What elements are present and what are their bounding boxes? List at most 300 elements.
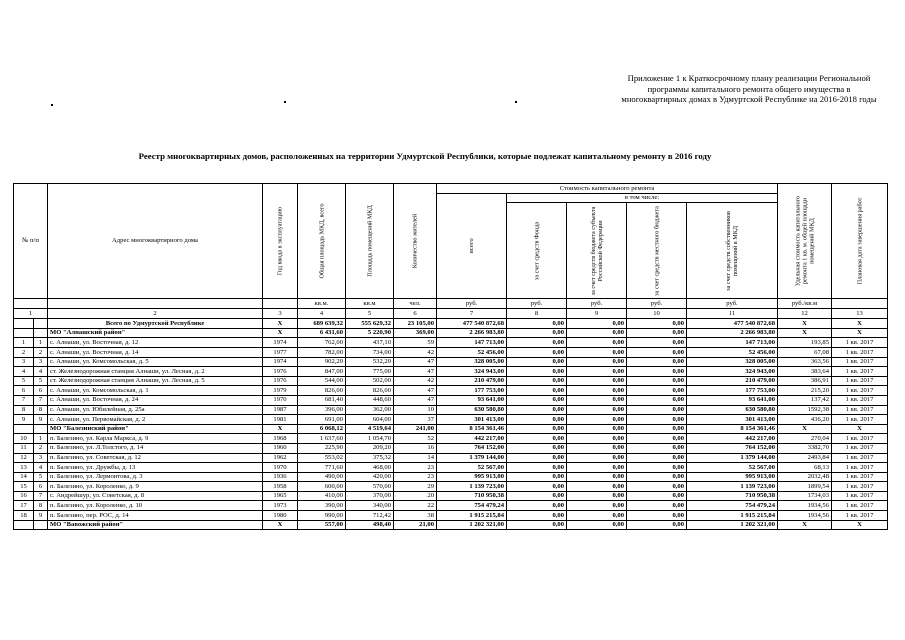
owners-cell: 147 713,00 <box>687 338 778 348</box>
total-area-cell: 826,00 <box>298 386 346 396</box>
row-number: 13 <box>14 463 34 473</box>
fund-cell: 0,00 <box>507 463 567 473</box>
row-subnumber: 4 <box>34 367 48 377</box>
owners-cell: 328 005,00 <box>687 357 778 367</box>
unit-cost-cell: 193,85 <box>778 338 832 348</box>
residents-cell: 20 <box>394 491 437 501</box>
local-cell: 0,00 <box>627 491 687 501</box>
row-number: 2 <box>14 347 34 357</box>
table-row <box>14 511 888 521</box>
document-title: Реестр многоквартирных домов, расположенных на территории Удмуртской Республики, которые подлежат капитальному ремонту в 2016 году <box>138 151 712 161</box>
local-cell: 0,00 <box>627 386 687 396</box>
federal-cell: 0,00 <box>567 520 627 530</box>
federal-cell: 0,00 <box>567 367 627 377</box>
row-subnumber-empty <box>34 520 48 530</box>
row-subnumber-empty <box>34 424 48 434</box>
residents-cell: 23 <box>394 463 437 473</box>
unit-owners: руб. <box>687 299 778 309</box>
year-cell: 1974 <box>263 357 298 367</box>
year-cell: X <box>263 328 298 338</box>
header-owners-text: за счет средств собственников помещений в МКД <box>725 210 739 291</box>
row-subnumber-empty <box>34 328 48 338</box>
unit-unit-cost: руб./кв.м <box>778 299 832 309</box>
residents-cell: 47 <box>394 386 437 396</box>
local-cell: 0,00 <box>627 395 687 405</box>
premises-cell: 375,32 <box>346 453 394 463</box>
unit-cost-cell: 2032,48 <box>778 472 832 482</box>
total-cost-cell: 995 913,00 <box>437 472 507 482</box>
table-row <box>14 405 888 415</box>
header-date <box>832 184 888 299</box>
table-row <box>14 395 888 405</box>
residents-cell: 38 <box>394 511 437 521</box>
owners-cell: 764 152,00 <box>687 443 778 453</box>
local-cell: 0,00 <box>627 472 687 482</box>
fund-cell: 0,00 <box>507 328 567 338</box>
unit-cost-cell: 1934,56 <box>778 511 832 521</box>
row-subnumber: 5 <box>34 472 48 482</box>
units-empty <box>48 299 263 309</box>
table-row <box>14 376 888 386</box>
total-area-cell: 6 431,60 <box>298 328 346 338</box>
table-row <box>14 443 888 453</box>
address-cell: МО "Балезинский район" <box>48 424 263 434</box>
federal-cell: 0,00 <box>567 501 627 511</box>
unit-cost-cell: 2493,84 <box>778 453 832 463</box>
address-cell: Всего по Удмуртской Республике <box>48 319 263 329</box>
colnum: 9 <box>567 309 627 319</box>
year-cell: 1979 <box>263 386 298 396</box>
residents-cell: 37 <box>394 415 437 425</box>
year-cell: 1965 <box>263 491 298 501</box>
total-cost-cell: 1 202 321,00 <box>437 520 507 530</box>
header-total-area-text: Общая площадь МКД, всего <box>318 203 325 279</box>
federal-cell: 0,00 <box>567 453 627 463</box>
fund-cell: 0,00 <box>507 415 567 425</box>
row-number: 6 <box>14 386 34 396</box>
total-area-cell: 771,60 <box>298 463 346 473</box>
fund-cell: 0,00 <box>507 405 567 415</box>
row-subnumber: 2 <box>34 443 48 453</box>
residents-cell: 21,00 <box>394 520 437 530</box>
premises-cell: 209,20 <box>346 443 394 453</box>
header-total-text: всего <box>467 238 475 254</box>
unit-cost-cell: 1934,56 <box>778 501 832 511</box>
date-cell: 1 кв. 2017 <box>832 386 888 396</box>
unit-cost-cell: 1592,38 <box>778 405 832 415</box>
header-residents-text: Количество жителей <box>411 213 419 269</box>
address-cell: с. Андрейшур, ул. Советская, д. 8 <box>48 491 263 501</box>
premises-cell: 712,42 <box>346 511 394 521</box>
total-cost-cell: 710 950,38 <box>437 491 507 501</box>
colnum: 11 <box>687 309 778 319</box>
address-cell: с. Алнаши, ул. Восточная, д. 12 <box>48 338 263 348</box>
row-number: 16 <box>14 491 34 501</box>
scan-dot <box>284 101 286 103</box>
federal-cell: 0,00 <box>567 357 627 367</box>
total-cost-cell: 177 753,00 <box>437 386 507 396</box>
row-subnumber: 5 <box>34 376 48 386</box>
date-cell: 1 кв. 2017 <box>832 472 888 482</box>
date-cell: 1 кв. 2017 <box>832 395 888 405</box>
unit-premises: кв.м <box>346 299 394 309</box>
owners-cell: 93 641,00 <box>687 395 778 405</box>
row-number: 4 <box>14 367 34 377</box>
table-row <box>14 453 888 463</box>
premises-cell: 340,00 <box>346 501 394 511</box>
date-cell: 1 кв. 2017 <box>832 491 888 501</box>
total-cost-cell: 2 266 983,80 <box>437 328 507 338</box>
row-number: 7 <box>14 395 34 405</box>
total-area-cell: 490,00 <box>298 472 346 482</box>
local-cell: 0,00 <box>627 376 687 386</box>
fund-cell: 0,00 <box>507 472 567 482</box>
federal-cell: 0,00 <box>567 424 627 434</box>
total-cost-cell: 324 943,00 <box>437 367 507 377</box>
row-subnumber: 7 <box>34 491 48 501</box>
owners-cell: 52 456,00 <box>687 347 778 357</box>
address-cell: п. Балезино, ул. Советская, д. 12 <box>48 453 263 463</box>
table-row <box>14 357 888 367</box>
row-number: 15 <box>14 482 34 492</box>
federal-cell: 0,00 <box>567 386 627 396</box>
owners-cell: 8 154 361,46 <box>687 424 778 434</box>
total-area-cell: 557,00 <box>298 520 346 530</box>
registry-table <box>13 183 888 530</box>
premises-cell: 1 054,70 <box>346 434 394 444</box>
local-cell: 0,00 <box>627 434 687 444</box>
colnum: 13 <box>832 309 888 319</box>
premises-cell: 532,20 <box>346 357 394 367</box>
owners-cell: 710 950,38 <box>687 491 778 501</box>
total-area-cell: 544,00 <box>298 376 346 386</box>
unit-cost-cell: X <box>778 328 832 338</box>
local-cell: 0,00 <box>627 347 687 357</box>
header-incl: в том числе: <box>507 193 778 203</box>
row-number: 3 <box>14 357 34 367</box>
date-cell: X <box>832 328 888 338</box>
local-cell: 0,00 <box>627 482 687 492</box>
row-number: 10 <box>14 434 34 444</box>
header-federal <box>567 203 627 299</box>
federal-cell: 0,00 <box>567 443 627 453</box>
total-area-cell: 6 068,12 <box>298 424 346 434</box>
colnum: 7 <box>437 309 507 319</box>
owners-cell: 210 479,00 <box>687 376 778 386</box>
unit-cost-cell: X <box>778 520 832 530</box>
row-subnumber: 1 <box>34 434 48 444</box>
units-empty <box>832 299 888 309</box>
year-cell: 1936 <box>263 472 298 482</box>
total-cost-cell: 442 217,00 <box>437 434 507 444</box>
fund-cell: 0,00 <box>507 520 567 530</box>
address-cell: МО "Вавожский район" <box>48 520 263 530</box>
fund-cell: 0,00 <box>507 491 567 501</box>
date-cell: X <box>832 520 888 530</box>
premises-cell: 734,00 <box>346 347 394 357</box>
local-cell: 0,00 <box>627 511 687 521</box>
year-cell: 1973 <box>263 501 298 511</box>
premises-cell: 448,60 <box>346 395 394 405</box>
year-cell: 1981 <box>263 415 298 425</box>
year-cell: X <box>263 424 298 434</box>
residents-cell: 14 <box>394 453 437 463</box>
total-cost-cell: 1 379 144,00 <box>437 453 507 463</box>
district-row <box>14 520 888 530</box>
row-subnumber-empty <box>34 319 48 329</box>
owners-cell: 1 379 144,00 <box>687 453 778 463</box>
units-empty <box>263 299 298 309</box>
local-cell: 0,00 <box>627 405 687 415</box>
row-subnumber: 6 <box>34 386 48 396</box>
date-cell: 1 кв. 2017 <box>832 443 888 453</box>
unit-cost-cell: X <box>778 319 832 329</box>
date-cell: 1 кв. 2017 <box>832 405 888 415</box>
date-cell: 1 кв. 2017 <box>832 482 888 492</box>
header-address: Адрес многоквартирного дома <box>48 184 263 299</box>
premises-cell: 437,10 <box>346 338 394 348</box>
header-num: № п/п <box>14 184 48 299</box>
local-cell: 0,00 <box>627 443 687 453</box>
total-cost-cell: 328 005,00 <box>437 357 507 367</box>
total-cost-cell: 210 479,00 <box>437 376 507 386</box>
fund-cell: 0,00 <box>507 482 567 492</box>
fund-cell: 0,00 <box>507 376 567 386</box>
total-area-cell: 847,00 <box>298 367 346 377</box>
fund-cell: 0,00 <box>507 443 567 453</box>
residents-cell: 369,00 <box>394 328 437 338</box>
fund-cell: 0,00 <box>507 338 567 348</box>
local-cell: 0,00 <box>627 453 687 463</box>
premises-cell: 604,00 <box>346 415 394 425</box>
fund-cell: 0,00 <box>507 395 567 405</box>
date-cell: 1 кв. 2017 <box>832 367 888 377</box>
total-area-cell: 762,00 <box>298 338 346 348</box>
header-cost-group: Стоимость капитального ремонта <box>437 184 778 194</box>
scan-dot <box>51 104 53 106</box>
total-cost-cell: 764 152,00 <box>437 443 507 453</box>
premises-cell: 498,40 <box>346 520 394 530</box>
federal-cell: 0,00 <box>567 463 627 473</box>
table-row <box>14 463 888 473</box>
row-subnumber: 9 <box>34 415 48 425</box>
owners-cell: 301 413,00 <box>687 415 778 425</box>
fund-cell: 0,00 <box>507 386 567 396</box>
header-row-1 <box>14 184 888 194</box>
owners-cell: 630 580,80 <box>687 405 778 415</box>
row-subnumber: 4 <box>34 463 48 473</box>
total-cost-cell: 1 139 723,00 <box>437 482 507 492</box>
row-subnumber: 9 <box>34 511 48 521</box>
table-row <box>14 338 888 348</box>
residents-cell: 42 <box>394 376 437 386</box>
federal-cell: 0,00 <box>567 347 627 357</box>
date-cell: 1 кв. 2017 <box>832 463 888 473</box>
unit-cost-cell: 1899,54 <box>778 482 832 492</box>
header-local <box>627 203 687 299</box>
fund-cell: 0,00 <box>507 367 567 377</box>
total-cost-cell: 477 540 872,68 <box>437 319 507 329</box>
total-area-cell: 396,00 <box>298 405 346 415</box>
fund-cell: 0,00 <box>507 357 567 367</box>
unit-cost-cell: X <box>778 424 832 434</box>
colnum: 4 <box>298 309 346 319</box>
unit-residents: чел. <box>394 299 437 309</box>
residents-cell: 29 <box>394 482 437 492</box>
federal-cell: 0,00 <box>567 405 627 415</box>
owners-cell: 754 479,24 <box>687 501 778 511</box>
unit-total: руб. <box>437 299 507 309</box>
residents-cell: 10 <box>394 405 437 415</box>
local-cell: 0,00 <box>627 357 687 367</box>
grand-total-row <box>14 319 888 329</box>
total-area-cell: 782,00 <box>298 347 346 357</box>
total-area-cell: 681,40 <box>298 395 346 405</box>
table-row <box>14 472 888 482</box>
district-row <box>14 328 888 338</box>
total-area-cell: 902,20 <box>298 357 346 367</box>
federal-cell: 0,00 <box>567 328 627 338</box>
unit-total-area: кв.м. <box>298 299 346 309</box>
year-cell: 1980 <box>263 511 298 521</box>
scan-dot <box>515 101 517 103</box>
fund-cell: 0,00 <box>507 501 567 511</box>
unit-cost-cell: 383,64 <box>778 367 832 377</box>
colnum: 10 <box>627 309 687 319</box>
local-cell: 0,00 <box>627 415 687 425</box>
local-cell: 0,00 <box>627 367 687 377</box>
date-cell: 1 кв. 2017 <box>832 501 888 511</box>
table-row <box>14 482 888 492</box>
unit-cost-cell: 67,08 <box>778 347 832 357</box>
address-cell: МО "Алнашский район" <box>48 328 263 338</box>
year-cell: 1976 <box>263 367 298 377</box>
local-cell: 0,00 <box>627 338 687 348</box>
premises-cell: 502,00 <box>346 376 394 386</box>
table-row <box>14 501 888 511</box>
colnum: 5 <box>346 309 394 319</box>
unit-local: руб. <box>627 299 687 309</box>
header-unit-cost <box>778 184 832 299</box>
row-subnumber: 3 <box>34 453 48 463</box>
year-cell: 1976 <box>263 376 298 386</box>
header-local-text: за счет средств местного бюджета <box>653 205 660 296</box>
header-total <box>437 193 507 299</box>
year-cell: 1968 <box>263 434 298 444</box>
total-area-cell: 390,00 <box>298 501 346 511</box>
header-year <box>263 184 298 299</box>
address-cell: с. Алнаши, ул. Восточная, д. 14 <box>48 347 263 357</box>
federal-cell: 0,00 <box>567 511 627 521</box>
appendix-note: Приложение 1 к Краткосрочному плану реализации Региональной программы капитального ремонта общего имущества в многоквартирных домах в Удмуртской Республике на 2016-2018 годы <box>621 73 877 105</box>
owners-cell: 995 913,00 <box>687 472 778 482</box>
residents-cell: 16 <box>394 443 437 453</box>
year-cell: 1977 <box>263 347 298 357</box>
total-cost-cell: 52 567,00 <box>437 463 507 473</box>
premises-cell: 555 629,32 <box>346 319 394 329</box>
total-cost-cell: 52 456,00 <box>437 347 507 357</box>
local-cell: 0,00 <box>627 424 687 434</box>
header-premises-area-text: Площадь помещений МКД <box>366 205 373 277</box>
local-cell: 0,00 <box>627 501 687 511</box>
federal-cell: 0,00 <box>567 482 627 492</box>
column-numbers-row <box>14 309 888 319</box>
row-number: 18 <box>14 511 34 521</box>
address-cell: п. Балезино, пер. РОС, д. 14 <box>48 511 263 521</box>
date-cell: 1 кв. 2017 <box>832 453 888 463</box>
address-cell: п. Балезино, ул. Короленко, д. 9 <box>48 482 263 492</box>
row-number: 5 <box>14 376 34 386</box>
colnum: 6 <box>394 309 437 319</box>
residents-cell: 241,00 <box>394 424 437 434</box>
owners-cell: 1 139 723,00 <box>687 482 778 492</box>
fund-cell: 0,00 <box>507 453 567 463</box>
total-cost-cell: 93 641,00 <box>437 395 507 405</box>
units-row <box>14 299 888 309</box>
premises-cell: 775,00 <box>346 367 394 377</box>
unit-cost-cell: 386,91 <box>778 376 832 386</box>
row-subnumber: 8 <box>34 405 48 415</box>
district-row <box>14 424 888 434</box>
unit-federal: руб. <box>567 299 627 309</box>
total-area-cell: 600,00 <box>298 482 346 492</box>
year-cell: 1987 <box>263 405 298 415</box>
total-cost-cell: 147 713,00 <box>437 338 507 348</box>
table-row <box>14 491 888 501</box>
row-subnumber: 3 <box>34 357 48 367</box>
total-area-cell: 225,90 <box>298 443 346 453</box>
total-cost-cell: 1 915 215,84 <box>437 511 507 521</box>
federal-cell: 0,00 <box>567 415 627 425</box>
address-cell: с. Алнаши, ул. Первомайская, д. 2 <box>48 415 263 425</box>
colnum: 12 <box>778 309 832 319</box>
header-year-text: Год ввода в эксплуатацию <box>276 206 284 276</box>
row-number-empty <box>14 520 34 530</box>
total-cost-cell: 301 413,00 <box>437 415 507 425</box>
premises-cell: 5 220,90 <box>346 328 394 338</box>
owners-cell: 1 915 215,84 <box>687 511 778 521</box>
local-cell: 0,00 <box>627 328 687 338</box>
owners-cell: 324 943,00 <box>687 367 778 377</box>
date-cell: 1 кв. 2017 <box>832 415 888 425</box>
units-empty <box>14 299 48 309</box>
address-cell: ст. Железнодорожная станция Алнаши, ул. Лесная, д. 2 <box>48 367 263 377</box>
row-number: 11 <box>14 443 34 453</box>
table-row <box>14 386 888 396</box>
residents-cell: 47 <box>394 357 437 367</box>
row-subnumber: 7 <box>34 395 48 405</box>
row-number: 1 <box>14 338 34 348</box>
unit-cost-cell: 363,56 <box>778 357 832 367</box>
premises-cell: 826,00 <box>346 386 394 396</box>
residents-cell: 52 <box>394 434 437 444</box>
row-subnumber: 2 <box>34 347 48 357</box>
residents-cell: 47 <box>394 367 437 377</box>
local-cell: 0,00 <box>627 319 687 329</box>
header-total-area <box>298 184 346 299</box>
row-number: 12 <box>14 453 34 463</box>
table-row <box>14 347 888 357</box>
row-number: 9 <box>14 415 34 425</box>
address-cell: п. Балезино, ул. Короленко, д. 10 <box>48 501 263 511</box>
row-number: 8 <box>14 405 34 415</box>
row-number-empty <box>14 328 34 338</box>
header-fund <box>507 203 567 299</box>
total-area-cell: 691,00 <box>298 415 346 425</box>
year-cell: 1958 <box>263 482 298 492</box>
total-area-cell: 410,00 <box>298 491 346 501</box>
table-row <box>14 415 888 425</box>
